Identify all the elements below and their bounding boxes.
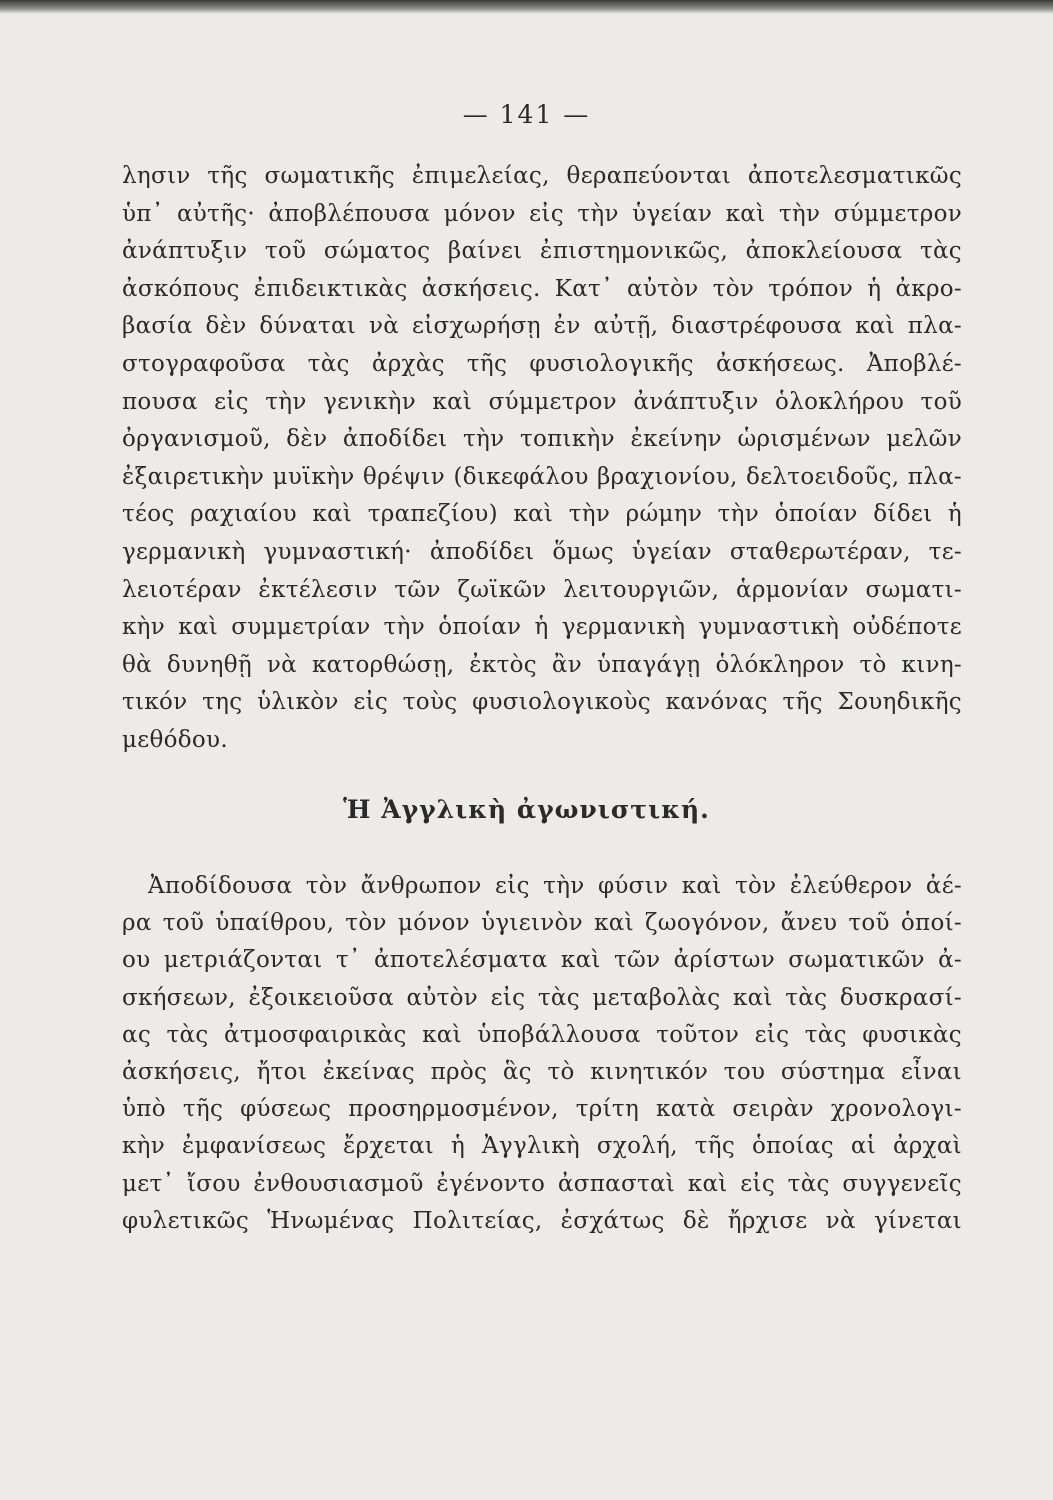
- text-line: ἀσκόπους ἐπιδεικτικὰς ἀσκήσεις. Κατ᾿ αὐτὸν τὸν τρόπον ἡ ἀκρο-: [122, 275, 962, 302]
- text-line: γερμανικὴ γυμναστική· ἀποδίδει ὅμως ὑγείαν σταθερωτέραν, τε-: [122, 538, 962, 565]
- text-line: ἀσκήσεις, ἤτοι ἐκείνας πρὸς ἃς τὸ κινητικόν του σύστημα εἶναι: [122, 1058, 962, 1085]
- text-line: κὴν ἐμφανίσεως ἔρχεται ἡ Ἀγγλικὴ σχολή, τῆς ὁποίας αἱ ἀρχαὶ: [122, 1133, 962, 1160]
- text-line: ας τὰς ἀτμοσφαιρικὰς καὶ ὑποβάλλουσα τοῦτον εἰς τὰς φυσικὰς: [122, 1021, 962, 1048]
- page-number: — 141 —: [462, 100, 591, 129]
- text-line: στογραφοῦσα τὰς ἀρχὰς τῆς φυσιολογικῆς ἀσκήσεως. Ἀποβλέ-: [122, 350, 962, 377]
- text-line: μεθόδου.: [122, 726, 228, 753]
- text-line: τικόν της ὑλικὸν εἰς τοὺς φυσιολογικοὺς κανόνας τῆς Σουηδικῆς: [122, 689, 962, 716]
- text-line: ὀργανισμοῦ, δὲν ἀποδίδει τὴν τοπικὴν ἐκείνην ὡρισμένων μελῶν: [122, 426, 962, 453]
- text-line: Ἀποδίδουσα τὸν ἄνθρωπον εἰς τὴν φύσιν καὶ τὸν ἐλεύθερον ἀέ-: [148, 873, 962, 899]
- text-line: λειοτέραν ἐκτέλεσιν τῶν ζωϊκῶν λειτουργιῶν, ἁρμονίαν σωματι-: [122, 576, 962, 603]
- text-line: ὑπὸ τῆς φύσεως προσηρμοσμένον, τρίτη κατὰ σειρὰν χρονολογι-: [122, 1096, 962, 1123]
- text-line: βασία δὲν δύναται νὰ εἰσχωρήσῃ ἐν αὐτῇ, διαστρέφουσα καὶ πλα-: [122, 313, 962, 340]
- section-heading: Ἡ Ἀγγλικὴ ἀγωνιστική.: [343, 795, 710, 824]
- text-line: θὰ δυνηθῇ νὰ κατορθώσῃ, ἐκτὸς ἂν ὑπαγάγῃ ὁλόκληρον τὸ κινη-: [122, 651, 962, 678]
- text-line: σκήσεων, ἐξοικειοῦσα αὐτὸν εἰς τὰς μεταβολὰς καὶ τὰς δυσκρασί-: [122, 984, 962, 1011]
- text-line: λησιν τῆς σωματικῆς ἐπιμελείας, θεραπεύονται ἀποτελεσματικῶς: [122, 163, 962, 189]
- text-line: ἐξαιρετικὴν μυϊκὴν θρέψιν (δικεφάλου βραχιονίου, δελτοειδοῦς, πλα-: [122, 463, 962, 490]
- text-line: πουσα εἰς τὴν γενικὴν καὶ σύμμετρον ἀνάπτυξιν ὁλοκλήρου τοῦ: [122, 388, 962, 415]
- text-line: ρα τοῦ ὑπαίθρου, τὸν μόνον ὑγιεινὸν καὶ ζωογόνον, ἄνευ τοῦ ὁποί-: [122, 910, 962, 937]
- text-line: ἀνάπτυξιν τοῦ σώματος βαίνει ἐπιστημονικῶς, ἀποκλείουσα τὰς: [122, 238, 962, 265]
- paragraph-2: [122, 868, 962, 1240]
- text-line: τέος ραχιαίου καὶ τραπεζίου) καὶ τὴν ρώμην τὴν ὁποίαν δίδει ἡ: [122, 501, 962, 528]
- text-line: κὴν καὶ συμμετρίαν τὴν ὁποίαν ἡ γερμανικὴ γυμναστικὴ οὐδέποτε: [122, 614, 962, 641]
- paragraph-1: [122, 158, 962, 760]
- text-line: μετ᾿ ἴσου ἐνθουσιασμοῦ ἐγένοντο ἀσπασταὶ καὶ εἰς τὰς συγγενεῖς: [122, 1170, 962, 1197]
- text-line: ὑπ᾿ αὐτῆς· ἀποβλέπουσα μόνον εἰς τὴν ὑγείαν καὶ τὴν σύμμετρον: [122, 200, 962, 227]
- text-line: ου μετριάζονται τ᾿ ἀποτελέσματα καὶ τῶν ἀρίστων σωματικῶν ἀ-: [122, 947, 962, 974]
- text-line: φυλετικῶς Ἡνωμένας Πολιτείας, ἐσχάτως δὲ ἤρχισε νὰ γίνεται: [122, 1207, 962, 1234]
- page-top-shadow: [0, 0, 1053, 14]
